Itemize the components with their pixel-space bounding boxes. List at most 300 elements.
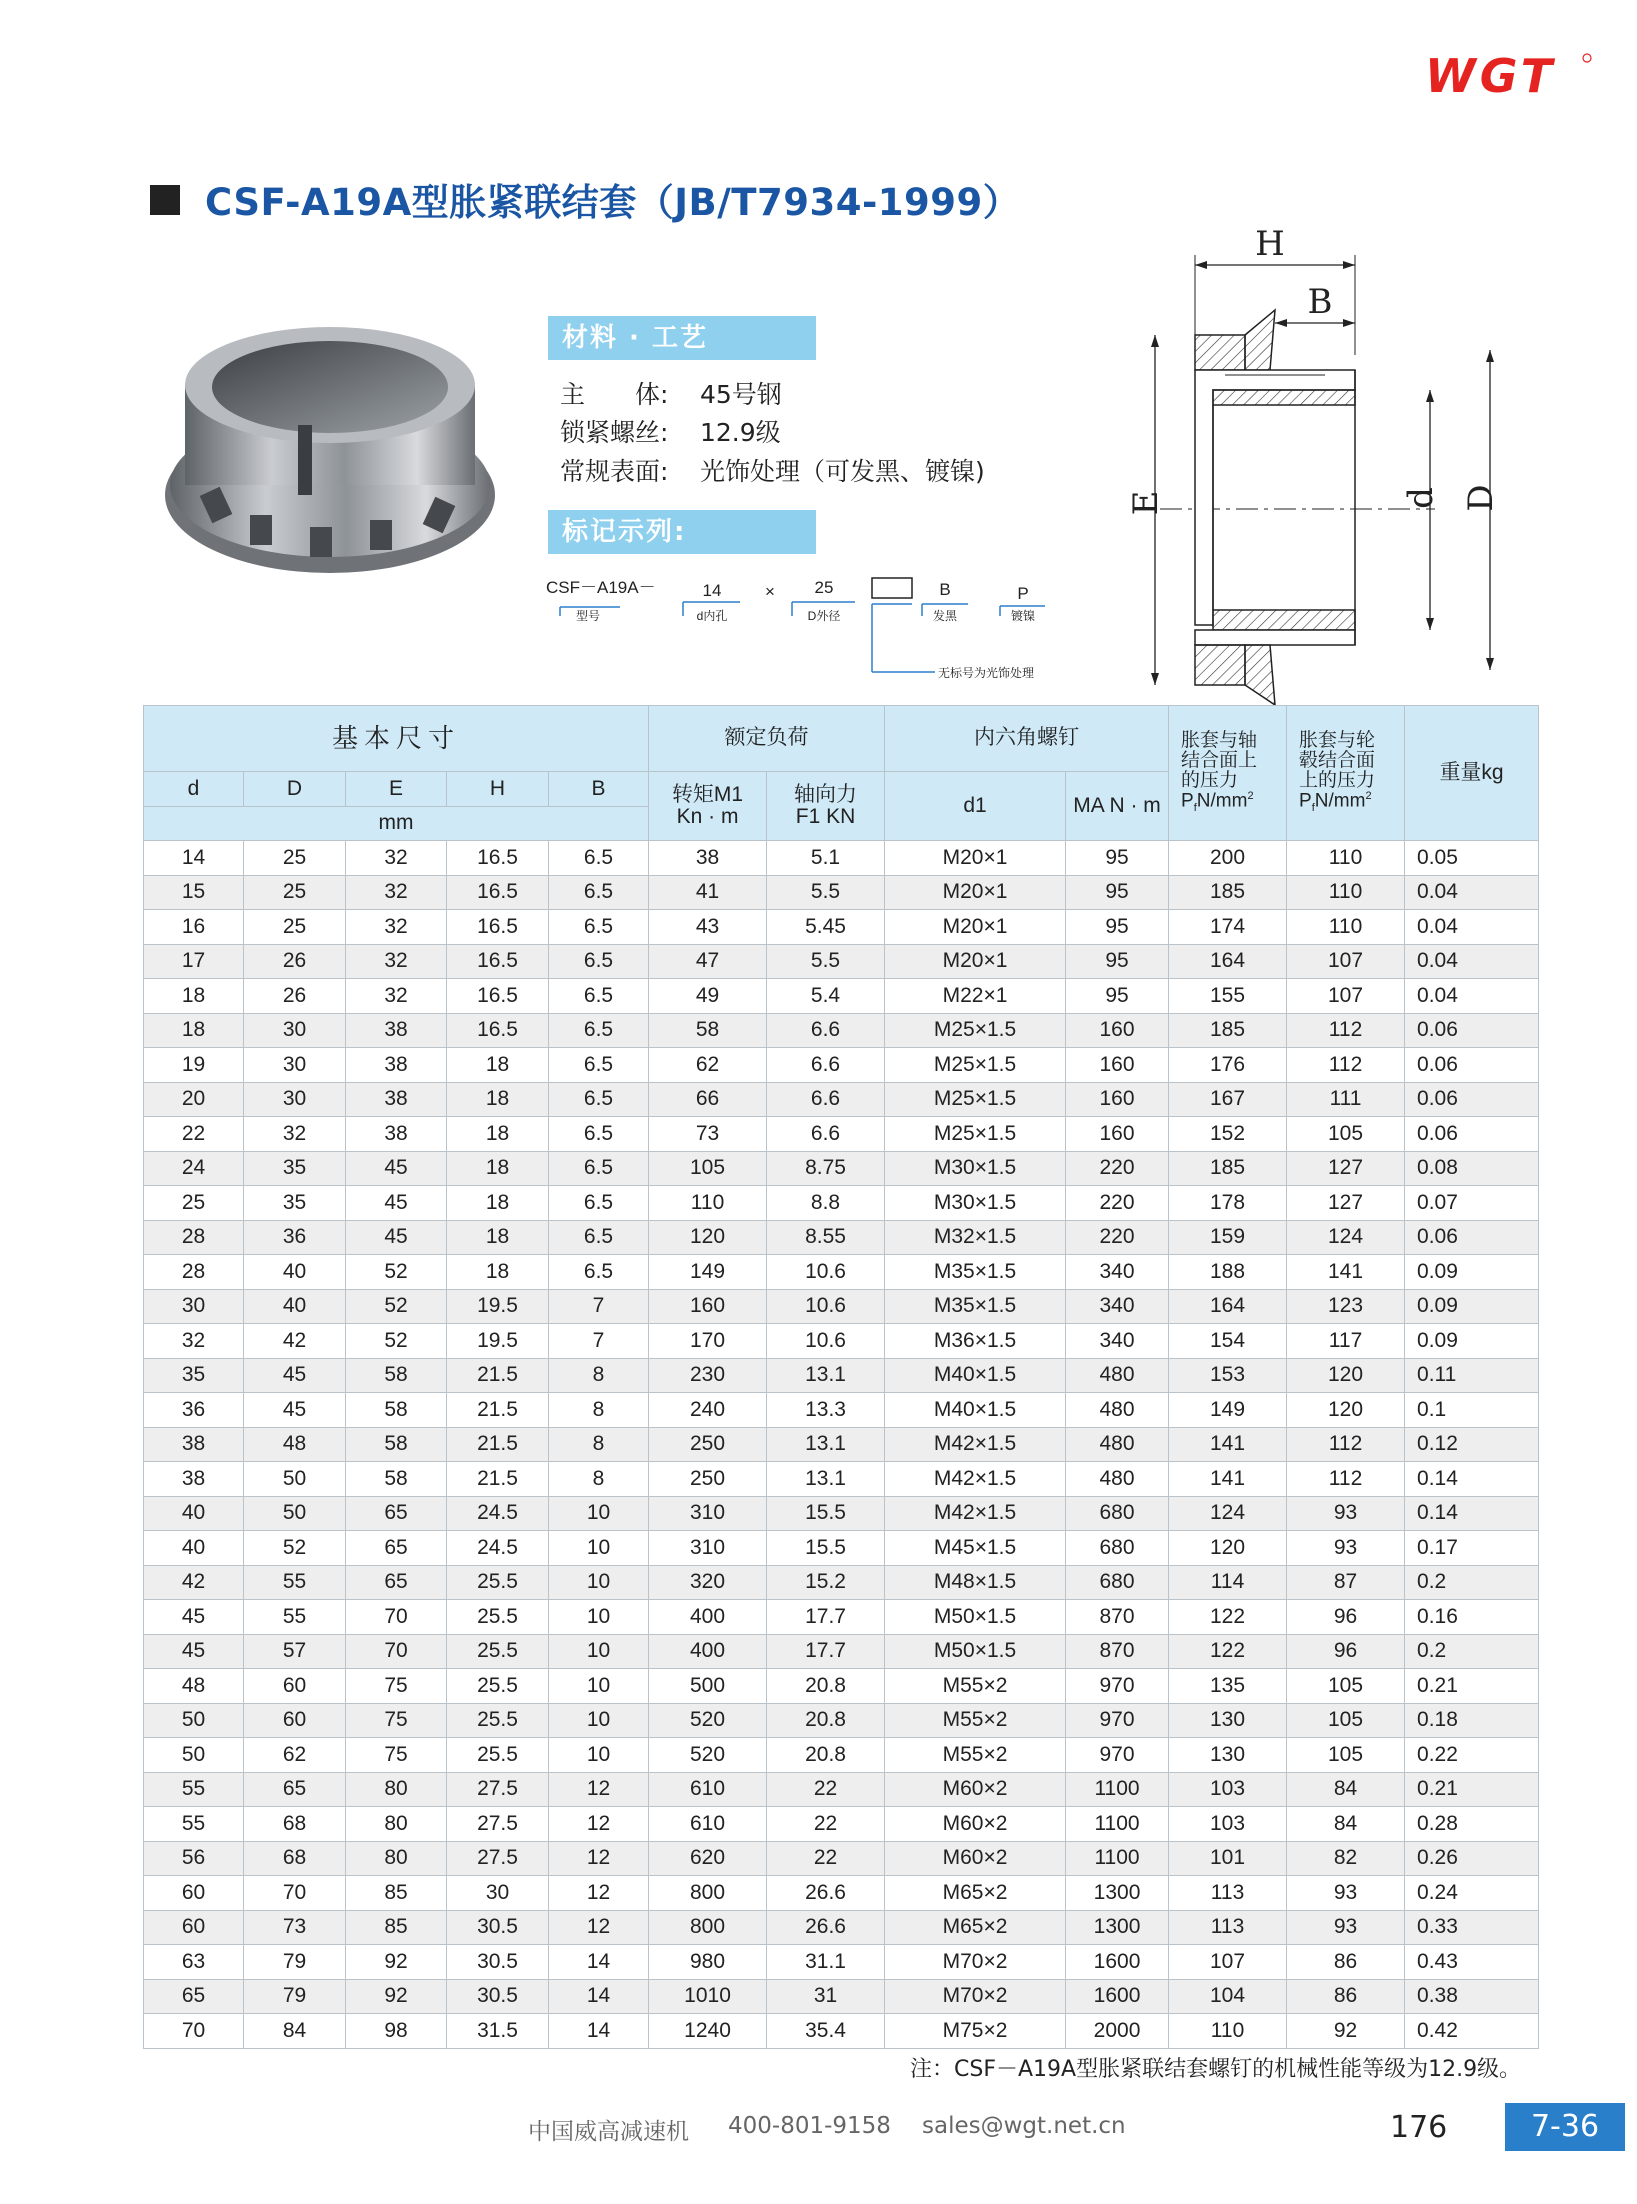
table-cell: 0.1 xyxy=(1405,1393,1539,1428)
table-cell: 107 xyxy=(1287,979,1405,1014)
table-cell: 112 xyxy=(1287,1013,1405,1048)
table-cell: 105 xyxy=(1287,1669,1405,1704)
table-cell: 120 xyxy=(649,1220,767,1255)
table-cell: M50×1.5 xyxy=(885,1634,1066,1669)
table-cell: 65 xyxy=(244,1772,346,1807)
mark-model: CSF－A19A－ xyxy=(546,578,656,597)
table-cell: 7 xyxy=(549,1289,649,1324)
table-cell: 38 xyxy=(649,841,767,876)
table-cell: 20.8 xyxy=(767,1738,885,1773)
table-cell: 96 xyxy=(1287,1600,1405,1635)
table-cell: 14 xyxy=(549,2014,649,2049)
table-cell: 84 xyxy=(1287,1772,1405,1807)
mark-model-sub: 型号 xyxy=(575,609,601,623)
table-cell: 130 xyxy=(1169,1738,1287,1773)
table-cell: 79 xyxy=(244,1945,346,1980)
head-basic: 基本尺寸 xyxy=(144,706,649,772)
table-cell: M55×2 xyxy=(885,1738,1066,1773)
table-cell: 27.5 xyxy=(447,1772,549,1807)
table-cell: M20×1 xyxy=(885,944,1066,979)
table-cell: 155 xyxy=(1169,979,1287,1014)
table-cell: 8.55 xyxy=(767,1220,885,1255)
table-cell: 15 xyxy=(144,875,244,910)
table-cell: 8 xyxy=(549,1427,649,1462)
table-cell: 10 xyxy=(549,1669,649,1704)
table-cell: 15.2 xyxy=(767,1565,885,1600)
table-cell: 58 xyxy=(346,1358,447,1393)
table-cell: 500 xyxy=(649,1669,767,1704)
dim-D-label: D xyxy=(1461,484,1501,512)
table-cell: 26.6 xyxy=(767,1876,885,1911)
table-cell: 26 xyxy=(244,979,346,1014)
table-cell: 6.5 xyxy=(549,944,649,979)
table-cell: 92 xyxy=(1287,2014,1405,2049)
head-pressure-shaft xyxy=(1169,706,1287,841)
table-row xyxy=(144,910,1539,945)
table-cell: 0.2 xyxy=(1405,1565,1539,1600)
table-cell: 320 xyxy=(649,1565,767,1600)
table-cell: 15.5 xyxy=(767,1531,885,1566)
table-cell: 122 xyxy=(1169,1634,1287,1669)
table-cell: 188 xyxy=(1169,1255,1287,1290)
pressure-hub-sup: 2 xyxy=(1365,790,1372,803)
table-cell: M35×1.5 xyxy=(885,1289,1066,1324)
table-cell: 93 xyxy=(1287,1910,1405,1945)
table-cell: 10.6 xyxy=(767,1289,885,1324)
table-cell: 10 xyxy=(549,1634,649,1669)
logo-text: WGT xyxy=(1425,50,1557,100)
col-H: H xyxy=(447,772,549,807)
table-cell: 75 xyxy=(346,1738,447,1773)
table-cell: 10 xyxy=(549,1496,649,1531)
table-row xyxy=(144,1979,1539,2014)
table-cell: 18 xyxy=(447,1220,549,1255)
footer-phone: 400-801-9158 xyxy=(728,2113,891,2139)
table-cell: 16.5 xyxy=(447,944,549,979)
table-cell: 45 xyxy=(144,1634,244,1669)
table-cell: 21.5 xyxy=(447,1358,549,1393)
table-cell: 6.5 xyxy=(549,1013,649,1048)
table-cell: 55 xyxy=(144,1772,244,1807)
table-cell: 8 xyxy=(549,1462,649,1497)
material-value: 12.9级 xyxy=(700,418,781,447)
table-cell: 110 xyxy=(1287,841,1405,876)
table-cell: M45×1.5 xyxy=(885,1531,1066,1566)
footnote: 注：CSF－A19A型胀紧联结套螺钉的机械性能等级为12.9级。 xyxy=(910,2057,1522,2082)
table-cell: M75×2 xyxy=(885,2014,1066,2049)
table-cell: 110 xyxy=(1287,875,1405,910)
table-cell: 680 xyxy=(1066,1496,1169,1531)
table-cell: 31.5 xyxy=(447,2014,549,2049)
table-cell: 65 xyxy=(144,1979,244,2014)
table-cell: 680 xyxy=(1066,1531,1169,1566)
table-cell: 8.75 xyxy=(767,1151,885,1186)
table-cell: 25.5 xyxy=(447,1703,549,1738)
table-cell: 45 xyxy=(346,1151,447,1186)
pressure-hub-line3: 上的压力 xyxy=(1299,770,1376,792)
table-cell: 43 xyxy=(649,910,767,945)
table-cell: 13.1 xyxy=(767,1462,885,1497)
table-cell: M30×1.5 xyxy=(885,1151,1066,1186)
title-marker xyxy=(150,185,180,215)
table-cell: 38 xyxy=(346,1082,447,1117)
table-cell: 800 xyxy=(649,1876,767,1911)
table-cell: 127 xyxy=(1287,1151,1405,1186)
table-cell: M30×1.5 xyxy=(885,1186,1066,1221)
table-cell: 41 xyxy=(649,875,767,910)
table-cell: 25.5 xyxy=(447,1600,549,1635)
table-cell: 32 xyxy=(144,1324,244,1359)
table-cell: 10 xyxy=(549,1703,649,1738)
table-cell: 25 xyxy=(144,1186,244,1221)
pressure-hub-sym: P xyxy=(1299,790,1312,812)
table-cell: 65 xyxy=(346,1496,447,1531)
table-cell: 93 xyxy=(1287,1496,1405,1531)
marking-heading: 标记示列: xyxy=(548,510,816,554)
table-cell: M42×1.5 xyxy=(885,1427,1066,1462)
table-cell: 6.5 xyxy=(549,875,649,910)
pressure-hub-unit: N/mm xyxy=(1314,790,1366,812)
table-row xyxy=(144,1807,1539,1842)
col-d: d xyxy=(144,772,244,807)
table-cell: 28 xyxy=(144,1255,244,1290)
table-cell: 520 xyxy=(649,1703,767,1738)
table-cell: 62 xyxy=(244,1738,346,1773)
table-cell: 0.16 xyxy=(1405,1600,1539,1635)
table-row xyxy=(144,875,1539,910)
table-cell: 93 xyxy=(1287,1531,1405,1566)
mark-D-val: 25 xyxy=(814,578,834,597)
table-cell: 45 xyxy=(346,1186,447,1221)
table-cell: 0.17 xyxy=(1405,1531,1539,1566)
table-cell: 95 xyxy=(1066,841,1169,876)
table-row xyxy=(144,979,1539,1014)
table-cell: 10.6 xyxy=(767,1324,885,1359)
table-cell: 95 xyxy=(1066,979,1169,1014)
table-cell: 12 xyxy=(549,1841,649,1876)
table-cell: 52 xyxy=(346,1255,447,1290)
head-load: 额定负荷 xyxy=(649,706,885,772)
table-cell: 0.04 xyxy=(1405,979,1539,1014)
col-torque xyxy=(649,772,767,841)
pressure-hub-line1: 胀套与轮 xyxy=(1299,730,1376,752)
material-value: 45号钢 xyxy=(700,380,782,409)
table-cell: 135 xyxy=(1169,1669,1287,1704)
table-cell: 220 xyxy=(1066,1151,1169,1186)
table-cell: 0.07 xyxy=(1405,1186,1539,1221)
table-cell: 105 xyxy=(649,1151,767,1186)
table-cell: 0.08 xyxy=(1405,1151,1539,1186)
table-cell: 66 xyxy=(649,1082,767,1117)
table-cell: 141 xyxy=(1169,1427,1287,1462)
table-cell: 16 xyxy=(144,910,244,945)
table-cell: 85 xyxy=(346,1910,447,1945)
table-cell: M40×1.5 xyxy=(885,1358,1066,1393)
table-cell: 13.3 xyxy=(767,1393,885,1428)
table-cell: 5.5 xyxy=(767,875,885,910)
table-cell: 10 xyxy=(549,1565,649,1600)
table-cell: 24.5 xyxy=(447,1531,549,1566)
table-cell: 55 xyxy=(144,1807,244,1842)
table-cell: 32 xyxy=(346,910,447,945)
table-cell: 0.22 xyxy=(1405,1738,1539,1773)
table-cell: 340 xyxy=(1066,1255,1169,1290)
table-cell: 220 xyxy=(1066,1186,1169,1221)
table-cell: 70 xyxy=(244,1876,346,1911)
table-cell: 17 xyxy=(144,944,244,979)
table-cell: 40 xyxy=(244,1289,346,1324)
table-cell: 113 xyxy=(1169,1876,1287,1911)
table-cell: 84 xyxy=(244,2014,346,2049)
table-cell: 0.26 xyxy=(1405,1841,1539,1876)
material-label: 常规表面: xyxy=(560,457,669,486)
table-row xyxy=(144,1289,1539,1324)
table-cell: 10 xyxy=(549,1531,649,1566)
table-cell: 30 xyxy=(244,1013,346,1048)
table-cell: 8 xyxy=(549,1393,649,1428)
table-cell: 50 xyxy=(244,1496,346,1531)
table-row xyxy=(144,1565,1539,1600)
table-cell: 25.5 xyxy=(447,1738,549,1773)
table-cell: 38 xyxy=(144,1462,244,1497)
table-cell: 79 xyxy=(244,1979,346,2014)
table-cell: 12 xyxy=(549,1876,649,1911)
table-cell: 25.5 xyxy=(447,1634,549,1669)
table-cell: 220 xyxy=(1066,1220,1169,1255)
table-cell: 1100 xyxy=(1066,1772,1169,1807)
table-cell: 12 xyxy=(549,1807,649,1842)
table-cell: 620 xyxy=(649,1841,767,1876)
pressure-shaft-sym: P xyxy=(1181,790,1194,812)
table-cell: 7 xyxy=(549,1324,649,1359)
table-row xyxy=(144,2014,1539,2049)
dim-d-label: d xyxy=(1401,487,1441,509)
pressure-shaft-line2: 结合面上 xyxy=(1181,750,1258,772)
table-cell: 0.06 xyxy=(1405,1013,1539,1048)
table-cell: 95 xyxy=(1066,944,1169,979)
table-cell: 86 xyxy=(1287,1979,1405,2014)
table-cell: 42 xyxy=(144,1565,244,1600)
table-cell: 48 xyxy=(244,1427,346,1462)
table-cell: 113 xyxy=(1169,1910,1287,1945)
table-cell: 18 xyxy=(144,979,244,1014)
table-cell: 5.1 xyxy=(767,841,885,876)
table-cell: 178 xyxy=(1169,1186,1287,1221)
table-cell: 152 xyxy=(1169,1117,1287,1152)
table-cell: 120 xyxy=(1287,1358,1405,1393)
table-cell: 340 xyxy=(1066,1289,1169,1324)
table-cell: 114 xyxy=(1169,1565,1287,1600)
table-cell: 58 xyxy=(346,1427,447,1462)
table-cell: 0.21 xyxy=(1405,1772,1539,1807)
table-cell: 18 xyxy=(144,1013,244,1048)
table-cell: 8.8 xyxy=(767,1186,885,1221)
table-cell: 400 xyxy=(649,1600,767,1635)
spec-table xyxy=(143,705,1539,2049)
table-cell: 870 xyxy=(1066,1600,1169,1635)
table-cell: 5.45 xyxy=(767,910,885,945)
table-cell: 6.5 xyxy=(549,910,649,945)
table-cell: 80 xyxy=(346,1841,447,1876)
table-cell: M42×1.5 xyxy=(885,1462,1066,1497)
table-cell: M60×2 xyxy=(885,1807,1066,1842)
col-axial-line1: 轴向力 xyxy=(794,782,858,806)
table-row xyxy=(144,1876,1539,1911)
table-row xyxy=(144,1324,1539,1359)
table-cell: 1010 xyxy=(649,1979,767,2014)
pressure-shaft-sup: 2 xyxy=(1247,790,1254,803)
table-cell: 32 xyxy=(244,1117,346,1152)
col-axial-line2: F1 KN xyxy=(795,805,856,828)
table-cell: 30 xyxy=(447,1876,549,1911)
table-cell: M20×1 xyxy=(885,910,1066,945)
table-cell: 25 xyxy=(244,875,346,910)
table-row xyxy=(144,1186,1539,1221)
table-cell: 95 xyxy=(1066,910,1169,945)
table-cell: 16.5 xyxy=(447,841,549,876)
table-cell: 5.4 xyxy=(767,979,885,1014)
table-cell: 42 xyxy=(244,1324,346,1359)
table-cell: 6.5 xyxy=(549,841,649,876)
table-row xyxy=(144,1462,1539,1497)
table-cell: 18 xyxy=(447,1048,549,1083)
table-cell: 68 xyxy=(244,1841,346,1876)
table-cell: 30 xyxy=(244,1048,346,1083)
table-cell: 170 xyxy=(649,1324,767,1359)
table-cell: 21.5 xyxy=(447,1427,549,1462)
table-cell: 36 xyxy=(144,1393,244,1428)
table-cell: 0.04 xyxy=(1405,944,1539,979)
table-cell: 73 xyxy=(649,1117,767,1152)
col-D: D xyxy=(244,772,346,807)
table-cell: 38 xyxy=(346,1048,447,1083)
table-cell: 96 xyxy=(1287,1634,1405,1669)
table-cell: 24 xyxy=(144,1151,244,1186)
table-row xyxy=(144,1600,1539,1635)
table-cell: 20 xyxy=(144,1082,244,1117)
col-axial xyxy=(767,772,885,841)
table-cell: 8 xyxy=(549,1358,649,1393)
table-cell: 6.5 xyxy=(549,1048,649,1083)
table-cell: 16.5 xyxy=(447,1013,549,1048)
dim-E-label: E xyxy=(1126,490,1166,516)
table-cell: 14 xyxy=(549,1979,649,2014)
pressure-shaft-line1: 胀套与轴 xyxy=(1181,730,1258,752)
table-cell: 200 xyxy=(1169,841,1287,876)
table-row xyxy=(144,1048,1539,1083)
table-cell: 30.5 xyxy=(447,1979,549,2014)
table-cell: 1100 xyxy=(1066,1807,1169,1842)
table-cell: 28 xyxy=(144,1220,244,1255)
table-cell: 35.4 xyxy=(767,2014,885,2049)
table-cell: 110 xyxy=(1169,2014,1287,2049)
table-cell: 6.6 xyxy=(767,1117,885,1152)
table-cell: 0.43 xyxy=(1405,1945,1539,1980)
table-cell: 92 xyxy=(346,1945,447,1980)
table-cell: 80 xyxy=(346,1772,447,1807)
col-B: B xyxy=(549,772,649,807)
table-cell: 50 xyxy=(144,1703,244,1738)
table-cell: M40×1.5 xyxy=(885,1393,1066,1428)
brand-logo xyxy=(1425,50,1595,100)
table-cell: 45 xyxy=(244,1393,346,1428)
table-row xyxy=(144,1841,1539,1876)
table-row xyxy=(144,1151,1539,1186)
table-cell: 124 xyxy=(1169,1496,1287,1531)
table-cell: 110 xyxy=(649,1186,767,1221)
table-row xyxy=(144,1910,1539,1945)
table-cell: 60 xyxy=(244,1703,346,1738)
table-cell: 2000 xyxy=(1066,2014,1169,2049)
table-cell: 0.42 xyxy=(1405,2014,1539,2049)
table-cell: 149 xyxy=(649,1255,767,1290)
table-cell: 1100 xyxy=(1066,1841,1169,1876)
table-cell: 20.8 xyxy=(767,1669,885,1704)
table-cell: 17.7 xyxy=(767,1634,885,1669)
table-cell: M35×1.5 xyxy=(885,1255,1066,1290)
footer-email: sales@wgt.net.cn xyxy=(922,2113,1126,2139)
spec-table-body xyxy=(144,841,1539,2049)
table-cell: 122 xyxy=(1169,1600,1287,1635)
table-cell: 45 xyxy=(244,1358,346,1393)
pressure-shaft-line3: 的压力 xyxy=(1181,770,1239,792)
table-cell: 340 xyxy=(1066,1324,1169,1359)
table-cell: 65 xyxy=(346,1565,447,1600)
table-cell: 141 xyxy=(1169,1462,1287,1497)
table-cell: 6.5 xyxy=(549,1220,649,1255)
table-cell: 68 xyxy=(244,1807,346,1842)
table-cell: 153 xyxy=(1169,1358,1287,1393)
mark-none-note: 无标号为光饰处理 xyxy=(938,666,1035,680)
table-cell: 55 xyxy=(244,1565,346,1600)
table-cell: 82 xyxy=(1287,1841,1405,1876)
table-cell: 141 xyxy=(1287,1255,1405,1290)
head-screw: 内六角螺钉 xyxy=(885,706,1169,772)
table-cell: 75 xyxy=(346,1703,447,1738)
col-torque-line1: 转矩M1 xyxy=(671,782,744,806)
table-row xyxy=(144,1082,1539,1117)
table-cell: 1300 xyxy=(1066,1910,1169,1945)
table-cell: 970 xyxy=(1066,1703,1169,1738)
product-photo xyxy=(150,315,510,585)
table-cell: 17.7 xyxy=(767,1600,885,1635)
table-cell: 63 xyxy=(144,1945,244,1980)
table-cell: 0.09 xyxy=(1405,1324,1539,1359)
table-cell: M22×1 xyxy=(885,979,1066,1014)
table-row xyxy=(144,1358,1539,1393)
table-cell: 12 xyxy=(549,1772,649,1807)
table-row xyxy=(144,1496,1539,1531)
table-cell: 22 xyxy=(767,1841,885,1876)
table-cell: 60 xyxy=(244,1669,346,1704)
pressure-hub-sub: f xyxy=(1311,802,1315,815)
table-cell: 20.8 xyxy=(767,1703,885,1738)
table-cell: 124 xyxy=(1287,1220,1405,1255)
table-cell: 0.06 xyxy=(1405,1117,1539,1152)
table-cell: 480 xyxy=(1066,1393,1169,1428)
table-cell: 38 xyxy=(346,1013,447,1048)
table-cell: 40 xyxy=(244,1255,346,1290)
mark-D-sub: D外径 xyxy=(807,609,841,623)
table-cell: 22 xyxy=(144,1117,244,1152)
table-cell: 230 xyxy=(649,1358,767,1393)
table-cell: 800 xyxy=(649,1910,767,1945)
table-cell: 16.5 xyxy=(447,875,549,910)
table-cell: M55×2 xyxy=(885,1669,1066,1704)
table-cell: 0.09 xyxy=(1405,1255,1539,1290)
table-cell: 60 xyxy=(144,1876,244,1911)
table-row xyxy=(144,1703,1539,1738)
